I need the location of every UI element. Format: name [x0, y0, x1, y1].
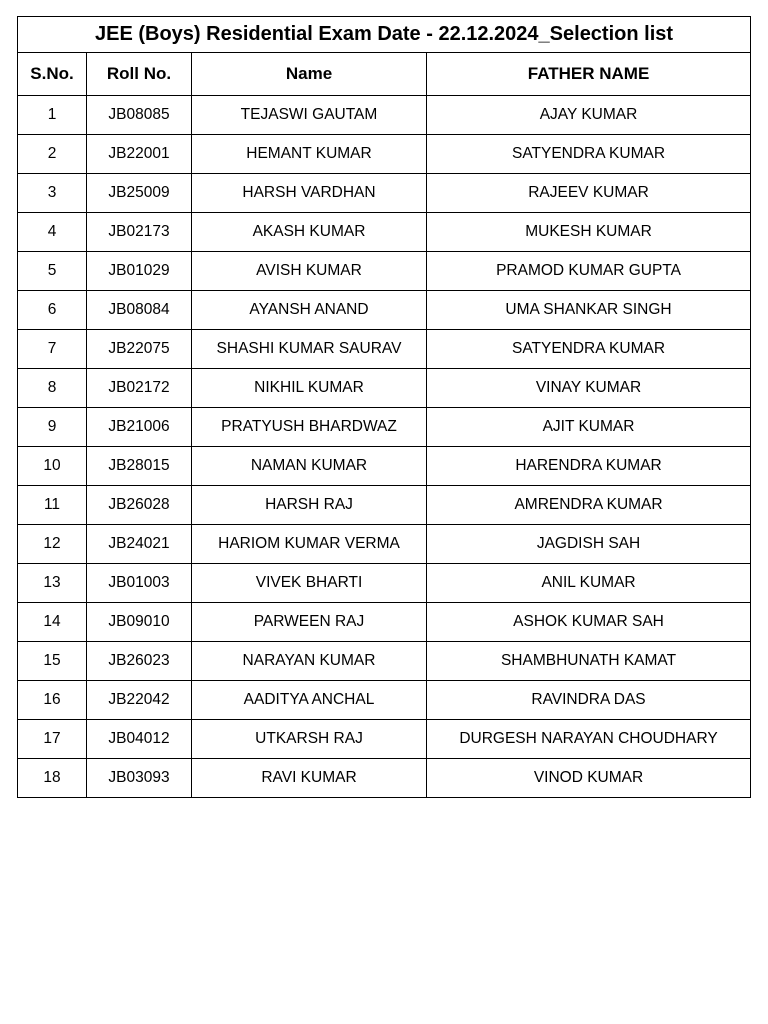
cell-sno: 3 [18, 174, 87, 213]
cell-father-name: VINOD KUMAR [427, 759, 751, 798]
cell-roll-no: JB08084 [87, 291, 192, 330]
cell-name: PRATYUSH BHARDWAZ [192, 408, 427, 447]
cell-father-name: SHAMBHUNATH KAMAT [427, 642, 751, 681]
table-row [18, 603, 751, 642]
table-row [18, 759, 751, 798]
cell-roll-no: JB02173 [87, 213, 192, 252]
cell-roll-no: JB01003 [87, 564, 192, 603]
cell-name: AYANSH ANAND [192, 291, 427, 330]
table-row [18, 642, 751, 681]
selection-list-sheet [17, 16, 750, 798]
cell-name: HARSH RAJ [192, 486, 427, 525]
cell-roll-no: JB26023 [87, 642, 192, 681]
cell-roll-no: JB22075 [87, 330, 192, 369]
table-row [18, 564, 751, 603]
cell-roll-no: JB26028 [87, 486, 192, 525]
table-row [18, 369, 751, 408]
table-title: JEE (Boys) Residential Exam Date - 22.12.2024_Selection list [18, 17, 751, 53]
header-row [18, 53, 751, 96]
cell-sno: 11 [18, 486, 87, 525]
cell-sno: 14 [18, 603, 87, 642]
cell-name: HARIOM KUMAR VERMA [192, 525, 427, 564]
cell-father-name: PRAMOD KUMAR GUPTA [427, 252, 751, 291]
cell-sno: 18 [18, 759, 87, 798]
cell-sno: 12 [18, 525, 87, 564]
cell-father-name: VINAY KUMAR [427, 369, 751, 408]
cell-roll-no: JB04012 [87, 720, 192, 759]
cell-sno: 6 [18, 291, 87, 330]
cell-father-name: ANIL KUMAR [427, 564, 751, 603]
cell-father-name: JAGDISH SAH [427, 525, 751, 564]
cell-name: AVISH KUMAR [192, 252, 427, 291]
cell-roll-no: JB24021 [87, 525, 192, 564]
cell-roll-no: JB22001 [87, 135, 192, 174]
cell-sno: 1 [18, 96, 87, 135]
cell-sno: 17 [18, 720, 87, 759]
cell-father-name: RAVINDRA DAS [427, 681, 751, 720]
cell-name: UTKARSH RAJ [192, 720, 427, 759]
cell-name: TEJASWI GAUTAM [192, 96, 427, 135]
table-row [18, 720, 751, 759]
cell-father-name: UMA SHANKAR SINGH [427, 291, 751, 330]
cell-roll-no: JB03093 [87, 759, 192, 798]
selection-list-table [17, 16, 751, 798]
cell-father-name: MUKESH KUMAR [427, 213, 751, 252]
header-sno: S.No. [18, 53, 87, 96]
cell-sno: 16 [18, 681, 87, 720]
title-row [18, 17, 751, 53]
cell-roll-no: JB08085 [87, 96, 192, 135]
cell-name: AKASH KUMAR [192, 213, 427, 252]
cell-father-name: AJAY KUMAR [427, 96, 751, 135]
table-body [18, 96, 751, 798]
cell-name: VIVEK BHARTI [192, 564, 427, 603]
cell-father-name: AJIT KUMAR [427, 408, 751, 447]
header-roll-no: Roll No. [87, 53, 192, 96]
table-row [18, 213, 751, 252]
cell-name: PARWEEN RAJ [192, 603, 427, 642]
table-row [18, 408, 751, 447]
cell-name: NIKHIL KUMAR [192, 369, 427, 408]
cell-roll-no: JB21006 [87, 408, 192, 447]
cell-father-name: ASHOK KUMAR SAH [427, 603, 751, 642]
cell-father-name: DURGESH NARAYAN CHOUDHARY [427, 720, 751, 759]
cell-sno: 7 [18, 330, 87, 369]
cell-name: NAMAN KUMAR [192, 447, 427, 486]
table-row [18, 96, 751, 135]
table-row [18, 291, 751, 330]
cell-sno: 2 [18, 135, 87, 174]
table-row [18, 252, 751, 291]
cell-roll-no: JB28015 [87, 447, 192, 486]
cell-name: HARSH VARDHAN [192, 174, 427, 213]
table-row [18, 681, 751, 720]
table-row [18, 330, 751, 369]
cell-name: SHASHI KUMAR SAURAV [192, 330, 427, 369]
table-row [18, 135, 751, 174]
cell-roll-no: JB01029 [87, 252, 192, 291]
cell-roll-no: JB25009 [87, 174, 192, 213]
cell-father-name: AMRENDRA KUMAR [427, 486, 751, 525]
cell-sno: 15 [18, 642, 87, 681]
cell-father-name: HARENDRA KUMAR [427, 447, 751, 486]
cell-roll-no: JB09010 [87, 603, 192, 642]
cell-sno: 10 [18, 447, 87, 486]
table-row [18, 447, 751, 486]
cell-father-name: SATYENDRA KUMAR [427, 330, 751, 369]
table-row [18, 525, 751, 564]
cell-sno: 5 [18, 252, 87, 291]
cell-father-name: RAJEEV KUMAR [427, 174, 751, 213]
table-row [18, 174, 751, 213]
cell-name: AADITYA ANCHAL [192, 681, 427, 720]
cell-sno: 8 [18, 369, 87, 408]
cell-name: NARAYAN KUMAR [192, 642, 427, 681]
cell-father-name: SATYENDRA KUMAR [427, 135, 751, 174]
header-name: Name [192, 53, 427, 96]
cell-roll-no: JB02172 [87, 369, 192, 408]
cell-sno: 9 [18, 408, 87, 447]
header-father-name: FATHER NAME [427, 53, 751, 96]
cell-roll-no: JB22042 [87, 681, 192, 720]
table-row [18, 486, 751, 525]
cell-sno: 13 [18, 564, 87, 603]
cell-name: RAVI KUMAR [192, 759, 427, 798]
cell-name: HEMANT KUMAR [192, 135, 427, 174]
cell-sno: 4 [18, 213, 87, 252]
